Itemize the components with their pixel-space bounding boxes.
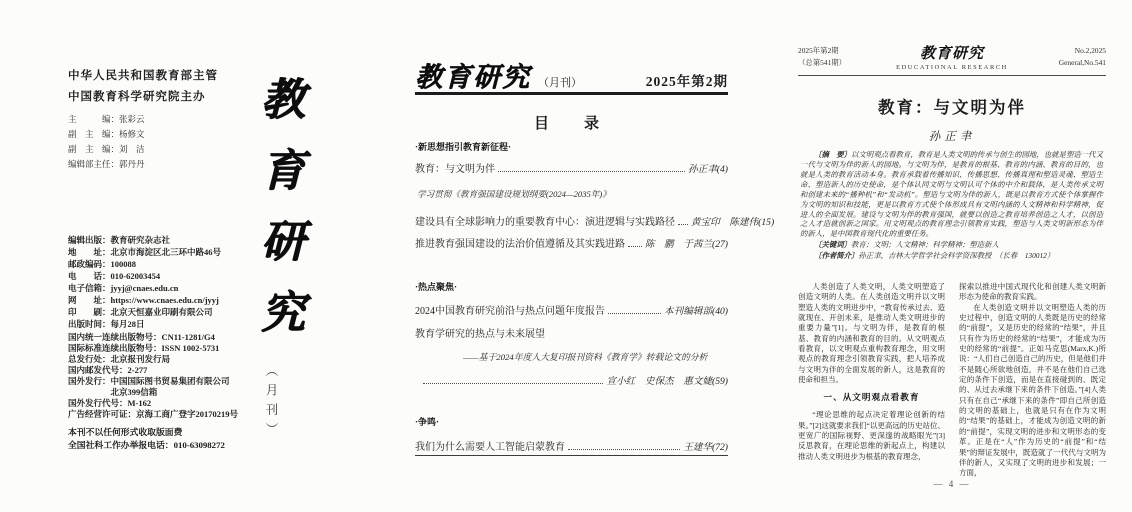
journal-masthead-calligraphy: 教育研究 xyxy=(254,76,303,360)
author-bio-text: 孙正聿，吉林大学哲学社会科学资深教授 （长春 130012） xyxy=(858,251,1055,261)
header-rule xyxy=(798,75,1106,76)
issue-info-cn xyxy=(798,45,884,68)
dot-leader xyxy=(678,224,688,225)
toc-entry-title: 我们为什么需要人工智能启蒙教育 xyxy=(415,442,565,453)
copyright-page xyxy=(40,40,380,480)
toc-entry-ref: 陈 鹏 于茜兰(27) xyxy=(644,239,728,250)
notice-line: 本刊不以任何形式收取版面费 xyxy=(68,427,183,437)
issn-line: 总发行处：北京报刊发行局 xyxy=(68,354,171,365)
toc-entry xyxy=(415,160,728,175)
issue-general-line: General,No.541 xyxy=(1058,57,1106,67)
journal-masthead-en: EDUCATIONAL RESEARCH xyxy=(896,64,1008,71)
toc-entry-ref: 黄宝印 陈建伟(15) xyxy=(691,217,775,228)
keywords-text: 教育；文明；人文精神；科学精神；塑造新人 xyxy=(851,240,999,250)
publishing-line: 网 址：https://www.cnaes.edu.cn/jyyj xyxy=(68,295,219,306)
dot-leader xyxy=(498,171,685,172)
issn-line: 北京399信箱 xyxy=(68,387,158,398)
toc-entry-title: 教育学研究的热点与未来展望 xyxy=(415,329,545,340)
toc-entry-title: 推进教育强国建设的法治价值遵循及其实践进路 xyxy=(415,239,625,250)
masthead-center xyxy=(884,42,1020,71)
issue-total-line: （总第541期） xyxy=(798,57,847,67)
article-title: 教育：与文明为伴 xyxy=(878,98,1026,117)
toc-entry-title: 建设具有全球影响力的重要教育中心：演进逻辑与实践路径 xyxy=(415,217,675,228)
toc-entry xyxy=(415,213,775,228)
publishing-line: 编辑出版：教育研究杂志社 xyxy=(68,235,171,245)
staff-line: 主 编：张彩云 xyxy=(68,114,145,124)
staff-line: 编辑部主任：郭丹丹 xyxy=(68,158,145,169)
staff-line: 副 主 编：杨修文 xyxy=(68,128,145,139)
issn-line: 国外发行：中国国际图书贸易集团有限公司 xyxy=(68,376,230,387)
section-label-hot-topics: ·热点聚焦· xyxy=(415,282,458,292)
organizer-line: 中国教育科学研究院主办 xyxy=(68,91,206,104)
abstract-paragraph xyxy=(800,150,1103,239)
issn-line: 国内邮发代号：2-277 xyxy=(68,365,148,376)
toc-page xyxy=(415,55,775,465)
toc-entry xyxy=(415,438,728,453)
abstract-text: 以文明观点看教育，教育是人类文明的传承与创生的园地，也就是塑造一代又一代与文明为伴的新人的园地。与文明为伴，是教育的根基、教育的内涵、教育的目的，也就是人类的教育活动本身。教育承载着传播知识、传播思想、传播真理和塑造灵魂、塑造生命、塑造新人的历史使命，是个体认同文明与文明认可个体的中介和载体，是人类传承文明和创建未来的“播种机”和“发动机”。塑造与文明为伴的新人，既是以教育方式使个体掌握作为文明的知识和技能，更是以教育方式使个体形成具有文明内涵的人文精神和科学精神，促进人的全面发展。建设与文明为伴的教育强国，就要以创造之教育培养创造之人才，以创造之人才造就创新之国家。用文明观点的教育理念引领教育实践，塑造与人类文明新形态为伴的新人，是中国教育现代化的重要任务。 xyxy=(800,150,1103,239)
publishing-line: 电子信箱：jyyj@cnaes.edu.cn xyxy=(68,283,179,294)
notice-block xyxy=(68,426,225,452)
toc-entry-ref: 本刊编辑部(40) xyxy=(664,306,728,317)
footer-rule xyxy=(415,455,728,456)
publishing-line: 出版时间：每月28日 xyxy=(68,319,145,330)
author-bio-label: 〔作者简介〕 xyxy=(814,251,859,261)
contents-title: 目 录 xyxy=(533,116,609,132)
publishing-line: 电 话：010-62003454 xyxy=(68,271,161,282)
issue-info-en xyxy=(1020,45,1106,68)
issn-line: 国内统一连续出版物号：CN11-1281/G4 xyxy=(68,332,215,342)
author-bio-line xyxy=(800,251,1103,261)
toc-entry-ref: 王建华(72) xyxy=(683,442,728,453)
toc-entry-ref: 孙正聿(4) xyxy=(688,164,728,175)
toc-entry-title: 2024中国教育研究前沿与热点问题年度报告 xyxy=(415,306,605,317)
issn-line: 广告经营许可证：京海工商广登字20170219号 xyxy=(68,409,239,420)
publisher-block xyxy=(68,66,218,109)
header-rule xyxy=(415,92,728,95)
article-author: 孙正聿 xyxy=(928,131,976,143)
supervisor-line: 中华人民共和国教育部主管 xyxy=(68,70,218,82)
toc-entry xyxy=(415,302,728,317)
dot-leader xyxy=(608,313,661,314)
toc-header xyxy=(415,55,728,94)
issn-line: 国际标准连续出版物号：ISSN 1002-5731 xyxy=(68,343,220,354)
toc-entry xyxy=(415,325,728,340)
article-header xyxy=(798,42,1106,71)
toc-entry-ref: 宣小红 史保杰 惠文婕(59) xyxy=(606,376,728,387)
keywords-line xyxy=(800,240,1103,250)
publishing-line: 印 刷：北京天恒嘉业印刷有限公司 xyxy=(68,307,213,318)
issue-no-line: No.2,2025 xyxy=(1074,46,1106,56)
body-paragraph-continued: 探索以推进中国式现代化和创建人类文明新形态为使命的教育实践。 xyxy=(959,282,1106,302)
publishing-line: 邮政编码：100088 xyxy=(68,259,137,270)
toc-entry xyxy=(415,235,728,250)
section-label-debate: ·争鸣· xyxy=(415,417,440,427)
study-note: 学习贯彻《教育强国建设规划纲要(2024—2035年)》 xyxy=(417,189,611,199)
toc-entry-title: 教育：与文明为伴 xyxy=(415,164,495,175)
publishing-info-block xyxy=(68,234,221,331)
dot-leader xyxy=(423,383,603,384)
staff-line: 副 主 编：刘 洁 xyxy=(68,143,145,154)
abstract-label: 〔摘 要〕 xyxy=(814,150,852,159)
section-label-new-thought: ·新思想指引教育新征程· xyxy=(415,142,512,152)
article-page xyxy=(798,42,1106,492)
dot-leader xyxy=(568,449,680,450)
publishing-line: 地 址：北京市海淀区北三环中路46号 xyxy=(68,247,222,258)
article-body xyxy=(798,282,1106,480)
monthly-label: （月刊） xyxy=(538,77,582,89)
journal-masthead: 教育研究 xyxy=(415,62,531,92)
dot-leader xyxy=(628,246,642,247)
toc-entry-subtitle: ——基于2024年度人大复印报刊资料《教育学》转载论文的分析 xyxy=(463,352,708,362)
body-column-right xyxy=(959,282,1106,480)
body-paragraph: 在人类创造文明并以文明塑造人类的历史过程中，创造文明的人类既是历史的经常的“前提”，又是历史的经常的“结果”，并且只有作为历史的经常的“结果”，才能成为历史的经常的“前提”。正如马克思(Marx,K.)所说：“人们自己创造自己的历史，但是他们并不是随心所欲地创造，并不是在他们自己选定的条件下创造，而是在直接碰到的、既定的、从过去承继下来的条件下创造。”[4]人类只有在自己“承继下来的条件”即自己所创造的文明的基础上，也就是只有在作为文明的“结果”的基础上，才能成为创造文明的新的“前提”，实现文明的进步和文明形态的变革。正是在“人”作为历史的“前提”和“结果”的辩证发展中，既造就了一代代与文明为伴的新人，又实现了文明的进步和发展；一方面， xyxy=(959,302,1106,478)
issn-block xyxy=(68,332,238,420)
notice-line: 全国社科工作办举报电话：010-63098272 xyxy=(68,439,225,450)
editorial-staff-block xyxy=(68,112,145,172)
page-number: — 4 — xyxy=(933,479,971,489)
issn-line: 国外发行代号：M-162 xyxy=(68,398,152,409)
journal-masthead: 教育研究 xyxy=(919,46,984,62)
toc-entry-ref-row xyxy=(415,373,728,387)
keywords-label: 〔关键词〕 xyxy=(814,240,852,250)
monthly-label-vertical: （月刊） xyxy=(264,364,278,442)
body-paragraph: 人类创造了人类文明，人类文明塑造了创造文明的人类。在人类创造文明并以文明塑造人类的文明进步中，“教育传承过去、造就现在、开创未来，是推动人类文明进步的重要力量”[1]。与文明为伴，是教育的根基、教育的内涵和教育的目的。从文明观点看教育，以文明观点重构教育理念，用文明观点的教育理念引领教育实践，把人培养成与文明为伴的全面发展的新人，这是教育的使命和担当。 xyxy=(798,282,945,385)
body-paragraph: “理论思维的起点决定着理论创新的结果。”[2]这就要求我们“以更高远的历史站位、更宽广的国际视野、更深邃的战略眼光”[3]反思教育，在理论思维的新起点上，构建以推动人类文明进步为根基的教育理念， xyxy=(798,410,945,461)
issue-line: 2025年第2期 xyxy=(798,46,839,56)
abstract-block xyxy=(800,150,1103,261)
issue-label: 2025年第2期 xyxy=(645,74,728,89)
body-column-left xyxy=(798,282,945,480)
section-heading: 一、从文明观点看教育 xyxy=(823,392,920,403)
